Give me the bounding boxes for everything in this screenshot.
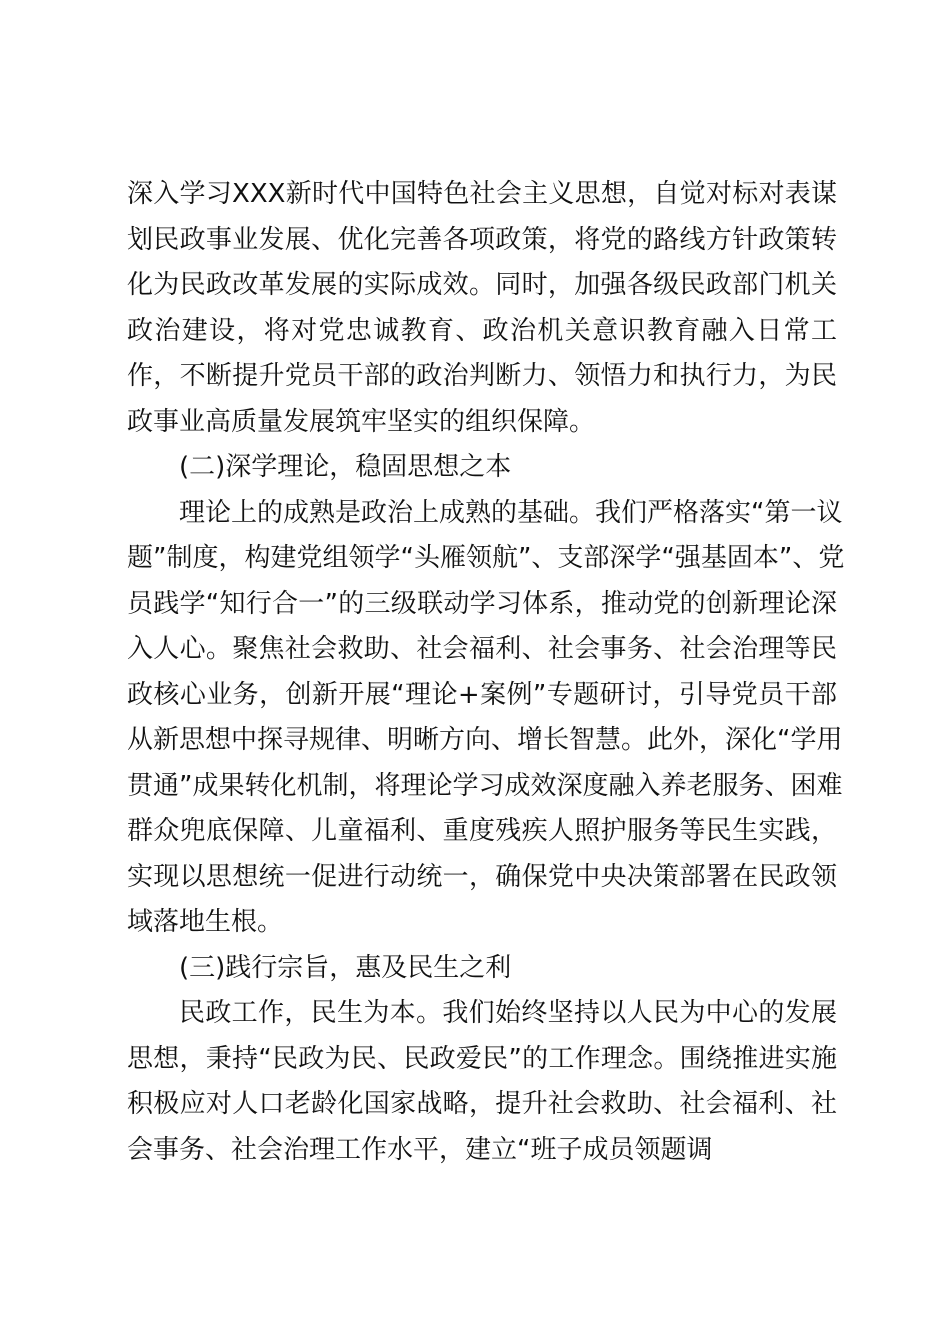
paragraph-line: 题”制度，构建党组领学“头雁领航”、支部深学“强基固本”、党 bbox=[127, 543, 845, 573]
body-text bbox=[127, 172, 845, 1173]
paragraph-line: 实现以思想统一促进行动统一，确保党中央决策部署在民政领 bbox=[127, 861, 837, 892]
section-heading: (二)深学理论，稳固思想之本 bbox=[179, 452, 512, 482]
paragraph-line: 域落地生根。 bbox=[127, 907, 284, 937]
paragraph-line: 理论上的成熟是政治上成熟的基础。我们严格落实“第一议 bbox=[179, 497, 843, 528]
section-heading: (三)践行宗旨，惠及民生之利 bbox=[179, 952, 512, 983]
paragraph-line: 化为民政改革发展的实际成效。同时，加强各级民政部门机关 bbox=[127, 270, 837, 300]
paragraph-line: 群众兜底保障、儿童福利、重度残疾人照护服务等民生实践， bbox=[127, 816, 837, 846]
paragraph-line: 入人心。聚焦社会救助、社会福利、社会事务、社会治理等民 bbox=[127, 634, 837, 664]
paragraph-line: 积极应对人口老龄化国家战略，提升社会救助、社会福利、社 bbox=[127, 1089, 837, 1119]
paragraph-line: 贯通”成果转化机制，将理论学习成效深度融入养老服务、困难 bbox=[127, 770, 843, 801]
paragraph-line: 从新思想中探寻规律、明晰方向、增长智慧。此外，深化“学用 bbox=[127, 725, 843, 755]
paragraph-line: 划民政事业发展、优化完善各项政策，将党的路线方针政策转 bbox=[127, 224, 837, 255]
paragraph-line: 民政工作，民生为本。我们始终坚持以人民为中心的发展 bbox=[179, 998, 837, 1028]
paragraph-line: 深入学习XXX新时代中国特色社会主义思想，自觉对标对表谋 bbox=[127, 179, 837, 209]
paragraph-line: 会事务、社会治理工作水平，建立“班子成员领题调 bbox=[127, 1134, 713, 1165]
paragraph-line: 政治建设，将对党忠诚教育、政治机关意识教育融入日常工 bbox=[127, 315, 837, 346]
paragraph-line: 政核心业务，创新开展“理论+案例”专题研讨，引导党员干部 bbox=[127, 679, 837, 710]
paragraph-line: 思想，秉持“民政为民、民政爱民”的工作理念。围绕推进实施 bbox=[127, 1043, 837, 1074]
paragraph-line: 作，不断提升党员干部的政治判断力、领悟力和执行力，为民 bbox=[127, 361, 837, 391]
paragraph-line: 员践学“知行合一”的三级联动学习体系，推动党的创新理论深 bbox=[127, 588, 837, 619]
paragraph-line: 政事业高质量发展筑牢坚实的组织保障。 bbox=[127, 406, 596, 437]
